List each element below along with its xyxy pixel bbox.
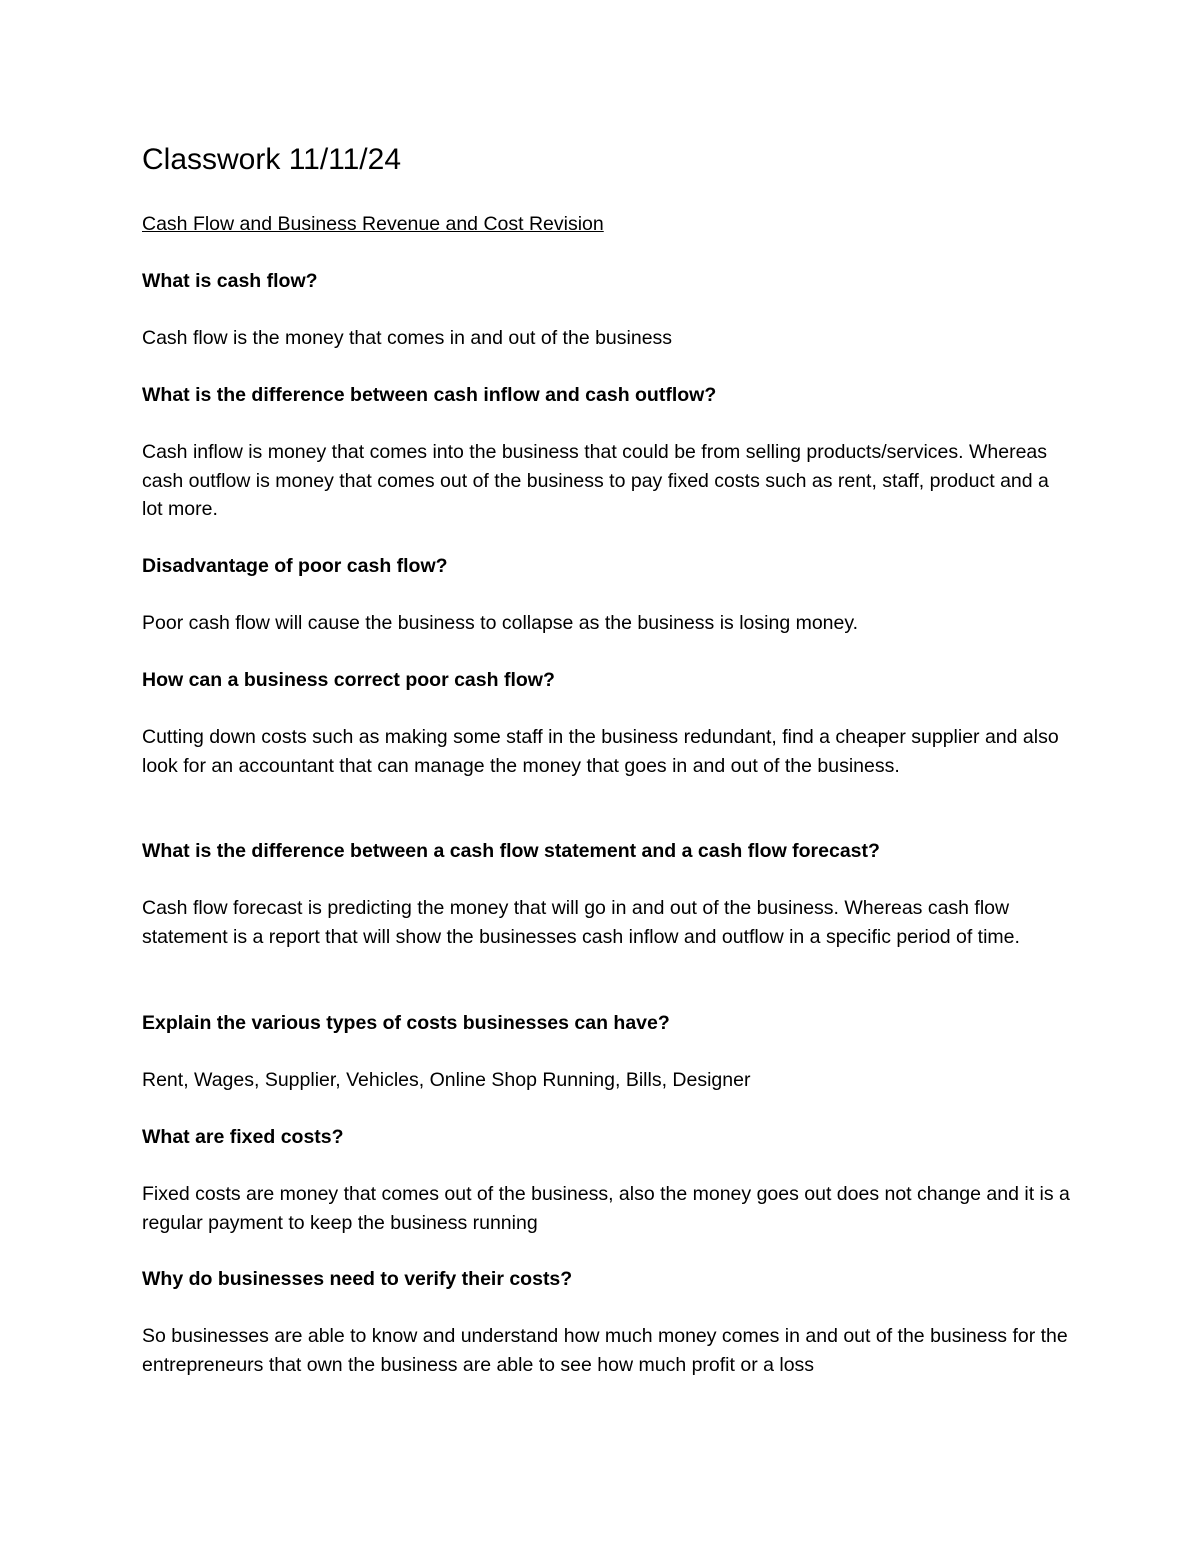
question-7: What are fixed costs? xyxy=(142,1126,344,1148)
document-title: Classwork 11/11/24 xyxy=(142,143,402,176)
question-5: What is the difference between a cash flow statement and a cash flow forecast? xyxy=(142,840,880,862)
answer-8: So businesses are able to know and understand how much money comes in and out of the business for the entrepreneurs that own the business are able to see how much profit or a loss xyxy=(142,1325,1068,1376)
question-4: How can a business correct poor cash flow? xyxy=(142,669,555,691)
question-8: Why do businesses need to verify their costs? xyxy=(142,1268,573,1290)
document-subtitle: Cash Flow and Business Revenue and Cost Revision xyxy=(142,213,604,235)
answer-6: Rent, Wages, Supplier, Vehicles, Online Shop Running, Bills, Designer xyxy=(142,1069,751,1091)
answer-4: Cutting down costs such as making some staff in the business redundant, find a cheaper supplier and also look for an accountant that can manage the money that goes in and out of the business. xyxy=(142,726,1059,777)
answer-1: Cash flow is the money that comes in and out of the business xyxy=(142,327,673,349)
answer-2: Cash inflow is money that comes into the business that could be from selling products/services. Whereas cash outflow is money that comes out of the business to pay fixed costs such as rent, staff, product and a lot more. xyxy=(142,441,1049,521)
answer-7: Fixed costs are money that comes out of the business, also the money goes out does not change and it is a regular payment to keep the business running xyxy=(142,1183,1070,1234)
question-1: What is cash flow? xyxy=(142,270,318,292)
question-6: Explain the various types of costs businesses can have? xyxy=(142,1012,670,1034)
answer-5: Cash flow forecast is predicting the money that will go in and out of the business. Whereas cash flow statement is a report that will show the businesses cash inflow and outflow in a specific period of time. xyxy=(142,897,1020,948)
question-2: What is the difference between cash inflow and cash outflow? xyxy=(142,384,717,406)
question-3: Disadvantage of poor cash flow? xyxy=(142,555,448,577)
answer-3: Poor cash flow will cause the business to collapse as the business is losing money. xyxy=(142,612,859,634)
